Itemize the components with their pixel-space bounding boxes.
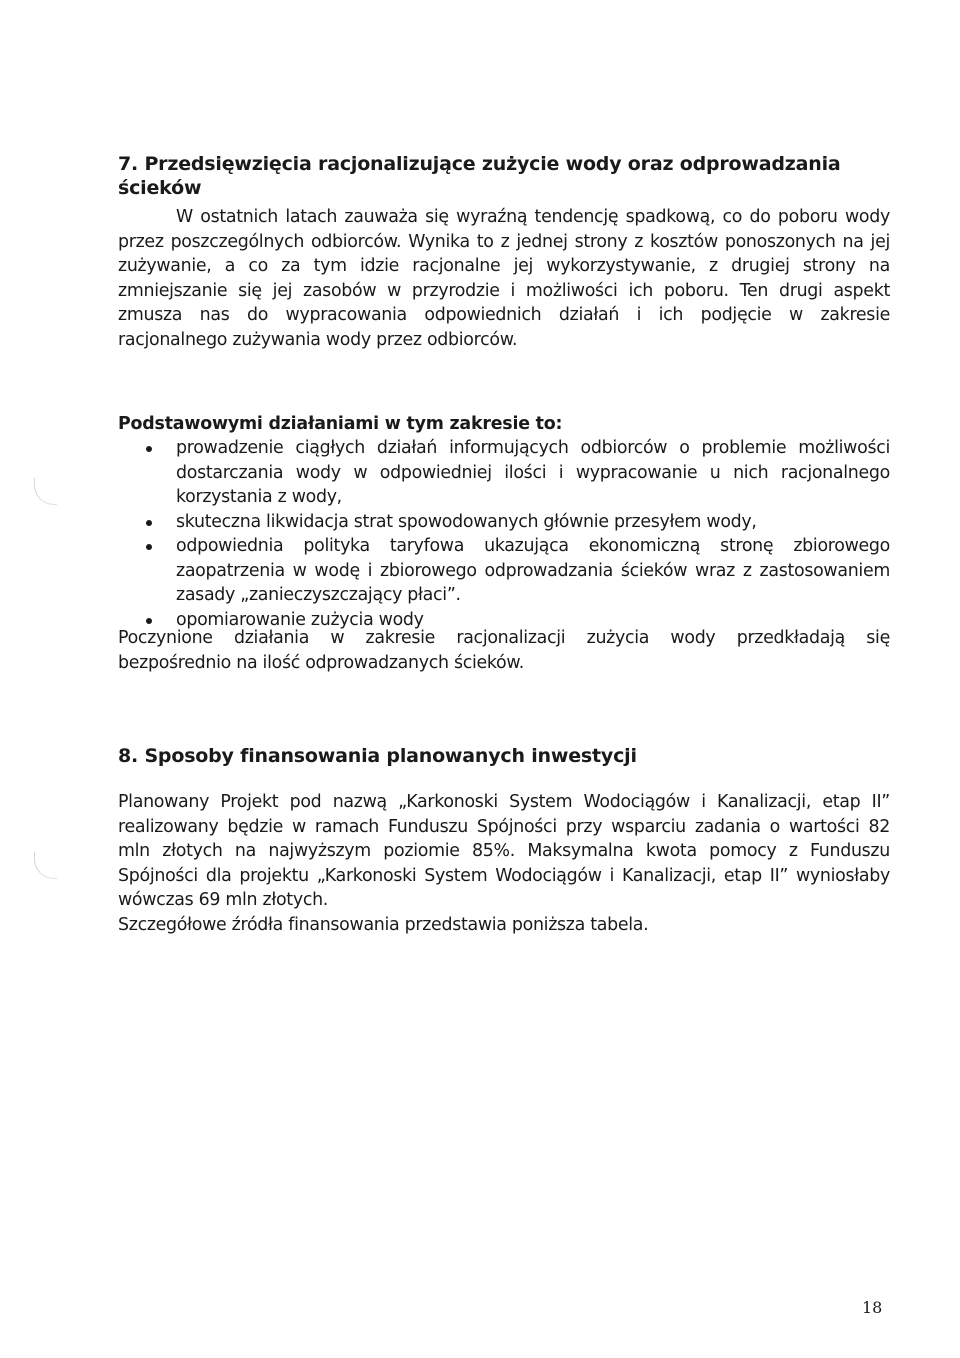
paragraph-line: zużywanie, a co za tym idzie racjonalne jej wykorzystywanie, z drugiej strony na — [118, 256, 890, 276]
section-7-paragraph — [118, 205, 890, 352]
subheading-wrap — [118, 412, 890, 437]
section-7-heading: 7. Przedsięwzięcia racjonalizujące zużycie wody oraz odprowadzania ścieków — [118, 153, 841, 199]
list-item-line: prowadzenie ciągłych działań informujących odbiorców o problemie możliwości — [176, 438, 890, 458]
paragraph-line: Planowany Projekt pod nazwą „Karkonoski System Wodociągów i Kanalizacji, etap II” — [118, 792, 890, 812]
list-item-line: skuteczna likwidacja strat spowodowanych głównie przesyłem wody, — [176, 511, 757, 532]
section-8-heading: 8. Sposoby finansowania planowanych inwestycji — [118, 745, 637, 767]
paragraph-line: racjonalnego zużywania wody przez odbiorców. — [118, 329, 518, 350]
subheading: Podstawowymi działaniami w tym zakresie to: — [118, 414, 563, 434]
list-item-line: zasady „zanieczyszczający płaci”. — [176, 585, 461, 605]
list-item-line: opomiarowanie zużycia wody — [176, 609, 424, 630]
paragraph-line: zmusza nas do wypracowania odpowiednich działań i ich podjęcie w zakresie — [118, 305, 890, 325]
paragraph-line: Spójności dla projektu „Karkonoski System Wodociągów i Kanalizacji, etap II” wyniosłaby — [118, 865, 890, 886]
list-item — [118, 534, 890, 608]
paragraph-line: bezpośrednio na ilość odprowadzanych ścieków. — [118, 652, 524, 673]
section-8-heading-wrap — [118, 744, 890, 768]
paragraph-line: W ostatnich latach zauważa się wyraźną tendencję spadkową, co do poboru wody — [176, 207, 890, 227]
list-item — [118, 436, 890, 510]
section-8-paragraph — [118, 790, 890, 937]
bullet-icon — [146, 618, 152, 624]
list-item-line: zaopatrzenia w wodę i zbiorowego odprowadzania ścieków wraz z zastosowaniem — [176, 560, 890, 581]
list-item-line: dostarczania wody w odpowiedniej ilości i wypracowanie u nich racjonalnego — [176, 462, 890, 483]
actions-list-wrap — [118, 436, 890, 632]
paragraph-line: zmniejszanie się jej zasobów w przyrodzie i możliwości ich poboru. Ten drugi aspekt — [118, 280, 890, 301]
bullet-icon — [146, 446, 152, 452]
list-item — [118, 510, 890, 535]
paragraph-line: Poczynione działania w zakresie racjonalizacji zużycia wody przedkładają się — [118, 628, 890, 648]
punch-hole-mark — [34, 852, 57, 879]
actions-list — [118, 436, 890, 632]
paragraph-line: przez poszczególnych odbiorców. Wynika to z jednej strony z kosztów ponoszonych na jej — [118, 231, 890, 252]
bullet-icon — [146, 544, 152, 550]
list-item-line: odpowiednia polityka taryfowa ukazująca ekonomiczną stronę zbiorowego — [176, 536, 890, 556]
paragraph-line: realizowany będzie w ramach Funduszu Spójności przy wsparciu zadania o wartości 82 — [118, 816, 890, 837]
paragraph-line: mln złotych na najwyższym poziomie 85%. Maksymalna kwota pomocy z Funduszu — [118, 841, 890, 861]
closing-paragraph — [118, 626, 890, 675]
list-item-line: korzystania z wody, — [176, 487, 342, 507]
paragraph-line: Szczegółowe źródła finansowania przedstawia poniższa tabela. — [118, 914, 649, 935]
paragraph-line: wówczas 69 mln złotych. — [118, 890, 329, 910]
page-number: 18 — [862, 1298, 883, 1317]
bullet-icon — [146, 520, 152, 526]
punch-hole-mark — [34, 478, 57, 505]
section-7-heading-wrap — [118, 152, 890, 200]
